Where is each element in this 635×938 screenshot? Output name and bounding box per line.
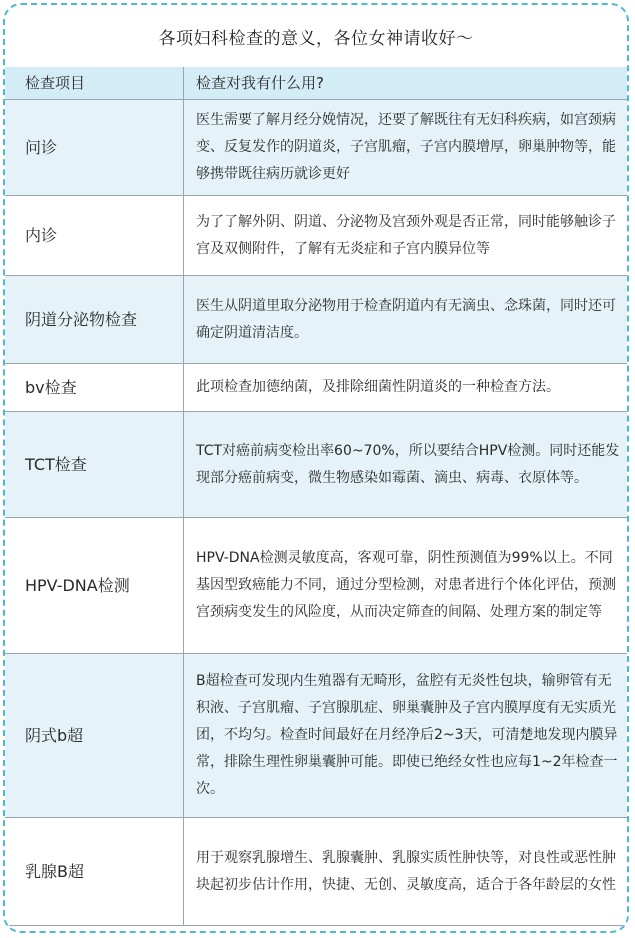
table-row (5, 276, 627, 364)
row-item: 阴式b超 (5, 654, 184, 818)
header-item: 检查项目 (5, 67, 184, 100)
row-desc: 此项检查加德纳菌，及排除细菌性阴道炎的一种检查方法。 (184, 364, 628, 412)
row-desc: B超检查可发现内生殖器有无畸形，盆腔有无炎性包块，输卵管有无积液、子宫肌瘤、子宫腺肌症、卵巢囊肿及子宫内膜厚度有无实质光团，不均匀。检查时间最好在月经净后2~3天，可清楚地发现内膜异常，排除生理性卵巢囊肿可能。即使已绝经女性也应每1~2年检查一次。 (184, 654, 628, 818)
table-row (5, 412, 627, 518)
table-row (5, 818, 627, 926)
row-item: 问诊 (5, 100, 184, 196)
exam-table (5, 67, 627, 926)
row-desc: 用于观察乳腺增生、乳腺囊肿、乳腺实质性肿快等，对良性或恶性肿块起初步估计作用，快捷、无创、灵敏度高，适合于各年龄层的女性 (184, 818, 628, 926)
table-row (5, 100, 627, 196)
row-desc: 为了了解外阴、阴道、分泌物及宫颈外观是否正常，同时能够触诊子宫及双侧附件，了解有无炎症和子宫内膜异位等 (184, 196, 628, 276)
row-item: 乳腺B超 (5, 818, 184, 926)
table-row (5, 364, 627, 412)
row-item: 阴道分泌物检查 (5, 276, 184, 364)
row-item: 内诊 (5, 196, 184, 276)
header-purpose: 检查对我有什么用? (184, 67, 628, 100)
row-item: bv检查 (5, 364, 184, 412)
row-desc: TCT对癌前病变检出率60~70%，所以要结合HPV检测。同时还能发现部分癌前病变，微生物感染如霉菌、滴虫、病毒、衣原体等。 (184, 412, 628, 518)
page-title: 各项妇科检查的意义，各位女神请收好～ (158, 28, 474, 49)
table-row (5, 518, 627, 654)
row-desc: 医生需要了解月经分娩情况，还要了解既往有无妇科疾病，如宫颈病变、反复发作的阴道炎，子宫肌瘤，子宫内膜增厚，卵巢肿物等，能够携带既往病历就诊更好 (184, 100, 628, 196)
table-row (5, 654, 627, 818)
info-card (3, 3, 629, 933)
table-header-row (5, 67, 627, 100)
row-desc: 医生从阴道里取分泌物用于检查阴道内有无滴虫、念珠菌，同时还可确定阴道清洁度。 (184, 276, 628, 364)
table-row (5, 196, 627, 276)
row-desc: HPV-DNA检测灵敏度高，客观可靠，阴性预测值为99%以上。不同基因型致癌能力不同，通过分型检测，对患者进行个体化评估，预测宫颈病变发生的风险度，从而决定筛查的间隔、处理方案的制定等 (184, 518, 628, 654)
row-item: HPV-DNA检测 (5, 518, 184, 654)
row-item: TCT检查 (5, 412, 184, 518)
